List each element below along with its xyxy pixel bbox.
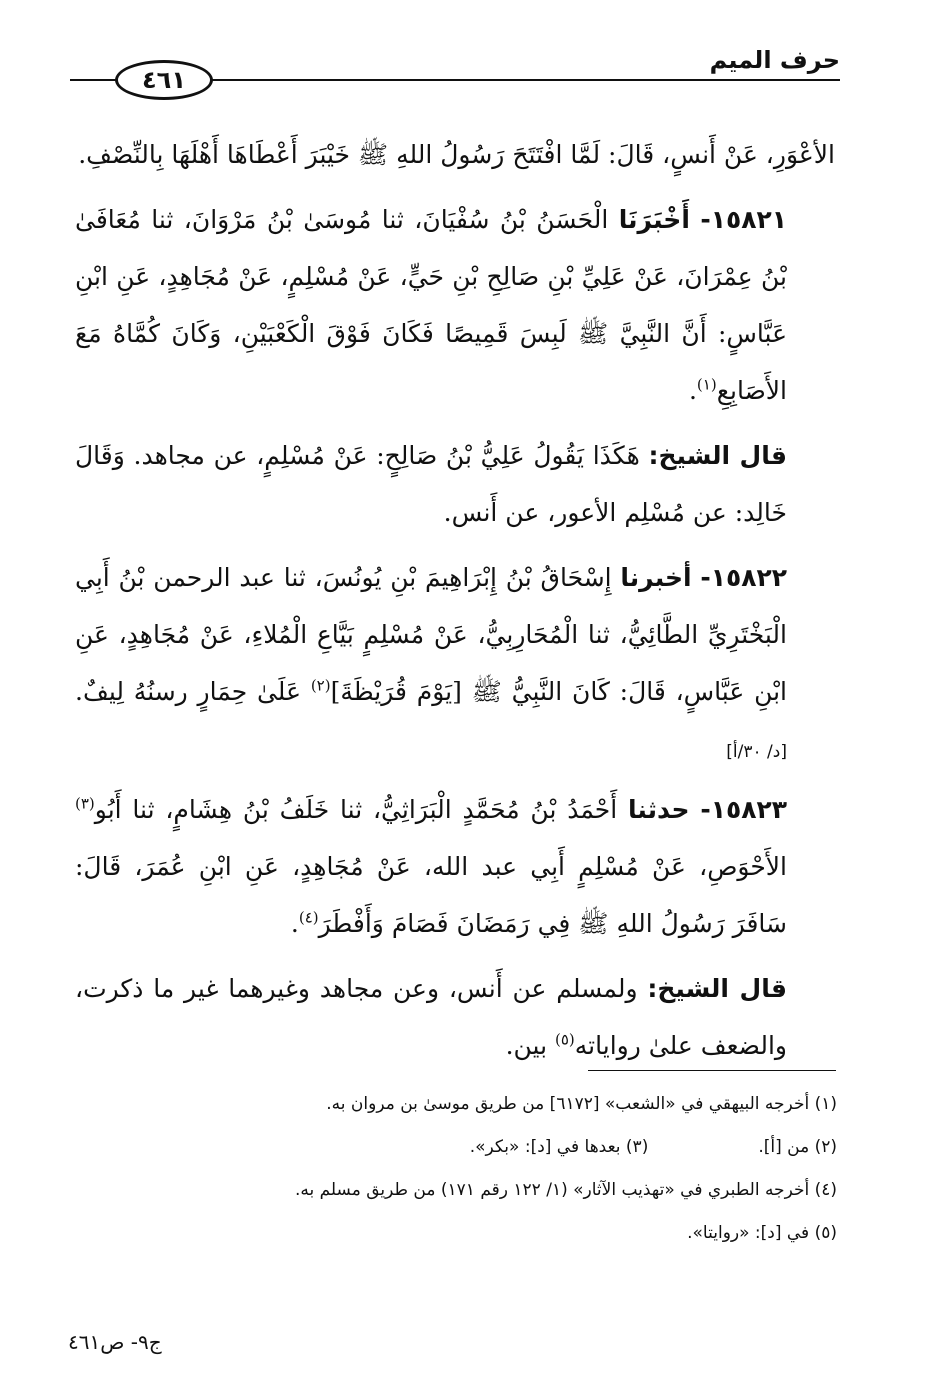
- footnote-2: (٢) من [أ].: [758, 1137, 837, 1157]
- section-title: حرف الميم: [709, 46, 840, 74]
- hadith-15821: [75, 191, 835, 419]
- footnote-row-2-3: [137, 1126, 837, 1169]
- footnote-marker[interactable]: (٢): [310, 676, 331, 695]
- hadith-text: الْحَسَنُ بْنُ سُفْيَانَ، ثنا مُوسَىٰ بْنُ مَرْوَانَ، ثنا مُعَافَىٰ بْنُ عِمْرَانَ، عَنْ عَلِيِّ بْنِ صَالِحِ بْنِ حَيٍّ، عَنْ مُسْلِمٍ، عَنْ مُجَاهِدٍ، عَنِ ابْنِ عَبَّاسٍ: أَنَّ النَّبِيَّ ﷺ لَبِسَ قَمِيصًا فَكَانَ فَوْقَ الْكَعْبَيْنِ، وَكَانَ كُمَّاهُ مَعَ الأَصَابِعِ: [75, 205, 787, 405]
- hadith-15822: [75, 549, 835, 781]
- footnotes: [137, 1083, 837, 1255]
- footnote-3: (٣) بعدها في [د]: «بكر».: [469, 1137, 649, 1157]
- footnote-marker[interactable]: (٣): [75, 794, 95, 813]
- hadith-15823: [75, 781, 835, 952]
- comment-lead: قال الشيخ:: [647, 974, 787, 1003]
- hadith-number: ١٥٨٢١-: [700, 205, 787, 234]
- page-number-badge: [115, 60, 213, 100]
- sheikh-comment-2: [75, 960, 835, 1074]
- hadith-end: .: [688, 376, 697, 405]
- footnote-1: (١) أخرجه البيهقي في «الشعب» [٦١٧٢] من طريق موسىٰ بن مروان به.: [326, 1094, 837, 1114]
- sheikh-comment-1: [75, 427, 835, 541]
- comment-text-end: بين.: [505, 1031, 548, 1060]
- page-number: ٤٦١: [142, 66, 186, 94]
- comment-lead: قال الشيخ:: [648, 441, 787, 470]
- paragraph-text: الأعْوَرِ، عَنْ أَنسٍ، قَالَ: لَمَّا افْتَتَحَ رَسُولُ اللهِ ﷺ خَيْبَرَ أَعْطَاهَا أَهْلَهَا بِالنِّصْفِ.: [78, 140, 835, 169]
- hadith-text-continued: عَلَىٰ حِمَارٍ رسنُهُ لِيفٌ.: [75, 677, 301, 706]
- footnote-marker[interactable]: (٤): [298, 908, 319, 927]
- comment-text: هَكَذَا يَقُولُ عَلِيُّ بْنُ صَالِحٍ: عَنْ مُسْلِمٍ، عن مجاهد. وَقَالَ خَالِد: عن مُسْلِم الأعور، عن أَنس.: [75, 441, 787, 527]
- volume-page-reference: ج٩- ص٤٦١: [68, 1330, 162, 1354]
- hadith-lead-word: أَخْبَرَنَا: [618, 205, 690, 234]
- hadith-lead-word: حدثنا: [628, 795, 690, 824]
- hadith-lead-word: أخبرنا: [620, 563, 692, 592]
- hadith-end: .: [290, 909, 299, 938]
- hadith-number: ١٥٨٢٢-: [700, 563, 788, 592]
- hadith-text-continued: الأَحْوَصِ، عَنْ مُسْلِمٍ أَبِي عبد الله، عَنْ مُجَاهِدٍ، عَنِ ابْنِ عُمَرَ، قَالَ: سَافَرَ رَسُولُ اللهِ ﷺ فِي رَمَضَانَ فَصَامَ وَأَفْطَرَ: [75, 852, 787, 938]
- footnote-separator: [588, 1070, 836, 1071]
- footnote-marker[interactable]: (٥): [555, 1030, 575, 1049]
- footnote-4: (٤) أخرجه الطبري في «تهذيب الآثار» (١/ ١٢٢ رقم ١٧١) من طريق مسلم به.: [294, 1180, 837, 1200]
- footnote-marker[interactable]: (١): [696, 375, 717, 394]
- hadith-text: أَحْمَدُ بْنُ مُحَمَّدٍ الْبَرَاثِيُّ، ثنا خَلَفُ بْنُ هِشَامٍ، ثنا أَبُو: [94, 795, 618, 824]
- manuscript-folio-ref: [د/ ٣٠/أ]: [726, 742, 787, 762]
- paragraph-continuation: [75, 126, 835, 183]
- hadith-text: إِسْحَاقُ بْنُ إِبْرَاهِيمَ بْنِ يُونُسَ، ثنا عبد الرحمن بْنُ أَبِي الْبَخْتَرِيِّ الطَّائِيُّ، ثنا الْمُحَارِبِيُّ، عَنْ مُسْلِمٍ بَيَّاعِ الْمُلاءِ، عَنْ مُجَاهِدٍ، عَنِ ابْنِ عَبَّاسٍ، قَالَ: كَانَ النَّبِيُّ ﷺ [يَوْمَ قُرَيْظَةَ]: [75, 563, 787, 706]
- hadith-number: ١٥٨٢٣-: [700, 795, 788, 824]
- comment-text: ولمسلم عن أَنس، وعن مجاهد وغيرهما غير ما ذكرت، والضعف علىٰ رواياته: [75, 974, 787, 1060]
- footnote-5: (٥) في [د]: «روايتا».: [687, 1223, 837, 1243]
- body-text: [75, 126, 835, 1074]
